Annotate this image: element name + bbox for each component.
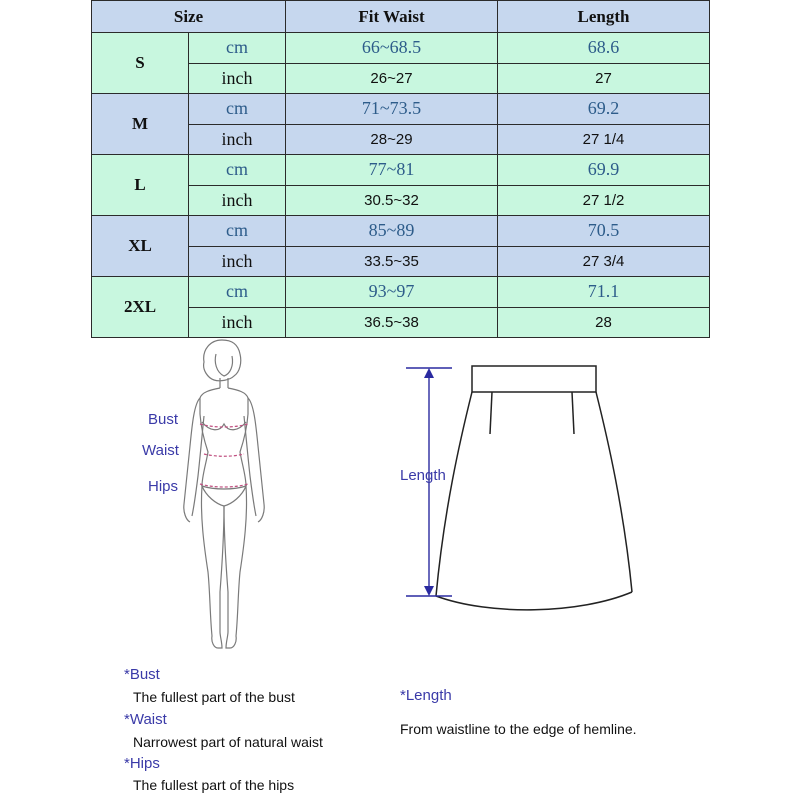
header-fit-waist: Fit Waist [286,1,498,33]
bust-label: Bust [148,411,179,428]
length-cm: 70.5 [498,216,710,247]
length-cm: 69.9 [498,155,710,186]
fit-waist-cm: 93~97 [286,277,498,308]
unit-inch: inch [189,246,286,277]
unit-inch: inch [189,124,286,155]
hips-note-desc: The fullest part of the hips [133,777,295,793]
table-header-row [92,1,710,33]
waist-note-desc: Narrowest part of natural waist [133,734,323,750]
waist-note-title: *Waist [124,711,167,728]
table-row [92,277,710,308]
length-cm: 68.6 [498,33,710,64]
header-size: Size [92,1,286,33]
unit-inch: inch [189,307,286,338]
body-figure-illustration [180,336,290,656]
table-row [92,94,710,125]
fit-waist-cm: 66~68.5 [286,33,498,64]
length-inch: 28 [498,307,710,338]
size-chart-table [91,0,710,338]
size-label: L [92,155,189,216]
fit-waist-inch: 33.5~35 [286,246,498,277]
fit-waist-inch: 30.5~32 [286,185,498,216]
size-label: XL [92,216,189,277]
length-cm: 69.2 [498,94,710,125]
fit-waist-inch: 36.5~38 [286,307,498,338]
size-label: S [92,33,189,94]
fit-waist-cm: 71~73.5 [286,94,498,125]
unit-cm: cm [189,155,286,186]
skirt-illustration [400,360,650,620]
length-note-title: *Length [400,687,452,704]
fit-waist-inch: 26~27 [286,63,498,94]
size-label: M [92,94,189,155]
length-inch: 27 1/4 [498,124,710,155]
length-cm: 71.1 [498,277,710,308]
unit-cm: cm [189,33,286,64]
length-inch: 27 3/4 [498,246,710,277]
bust-note-desc: The fullest part of the bust [133,689,295,705]
header-length: Length [498,1,710,33]
fit-waist-inch: 28~29 [286,124,498,155]
waist-label: Waist [142,442,179,459]
unit-inch: inch [189,63,286,94]
bust-note-title: *Bust [124,666,160,683]
hips-label: Hips [148,478,179,495]
table-row [92,33,710,64]
length-inch: 27 [498,63,710,94]
length-note-desc: From waistline to the edge of hemline. [400,721,637,737]
table-row [92,155,710,186]
fit-waist-cm: 85~89 [286,216,498,247]
unit-inch: inch [189,185,286,216]
unit-cm: cm [189,277,286,308]
fit-waist-cm: 77~81 [286,155,498,186]
hips-note-title: *Hips [124,755,160,772]
length-label: Length [400,467,446,484]
length-inch: 27 1/2 [498,185,710,216]
unit-cm: cm [189,94,286,125]
unit-cm: cm [189,216,286,247]
table-row [92,216,710,247]
size-label: 2XL [92,277,189,338]
